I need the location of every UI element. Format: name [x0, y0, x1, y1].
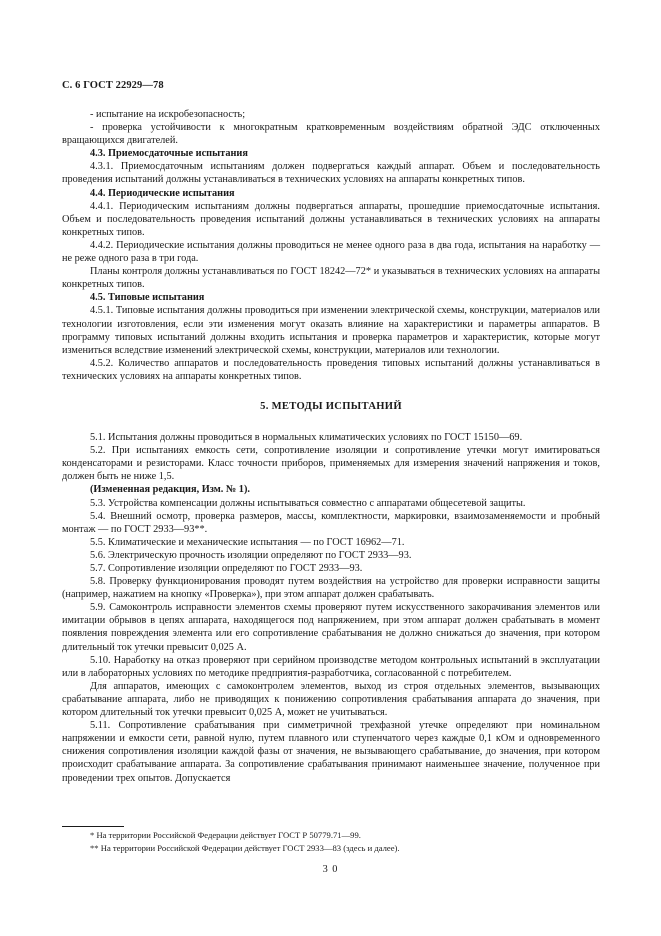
subsection-heading: 4.4. Периодические испытания — [90, 187, 235, 199]
paragraph: 5.8. Проверку функционирования проводят путем воздействия на устройство для проверки исправности защиты (например, нажатием на кнопку «Проверка»), при этом аппарат должен срабатывать. — [62, 576, 600, 601]
paragraph: 5.1. Испытания должны проводиться в нормальных климатических условиях по ГОСТ 15150—69. — [90, 432, 523, 444]
subsection-heading: 4.5. Типовые испытания — [90, 292, 205, 304]
section-title: 5. МЕТОДЫ ИСПЫТАНИЙ — [260, 400, 402, 412]
paragraph: 4.5.1. Типовые испытания должны проводиться при изменении электрической схемы, конструкции, материалов или технологии изготовления, если эти изменения могут оказать влияние на характеристики и параметры аппаратов. В программу типовых испытаний должны входить испытания и проверка параметров и характеристик, которые могут измениться вследствие изменений электрической схемы, конструкции, материалов или технологии. — [62, 305, 600, 356]
footnote: * На территории Российской Федерации действует ГОСТ Р 50779.71—99. — [90, 830, 361, 840]
running-head: С. 6 ГОСТ 22929—78 — [62, 80, 164, 91]
footnote: ** На территории Российской Федерации действует ГОСТ 2933—83 (здесь и далее). — [90, 843, 400, 853]
paragraph: 5.3. Устройства компенсации должны испытываться совместно с аппаратами общесетевой защиты. — [90, 497, 526, 509]
paragraph: 5.7. Сопротивление изоляции определяют по ГОСТ 2933—93. — [90, 563, 363, 574]
footnotes — [62, 829, 600, 855]
paragraph: 5.6. Электрическую прочность изоляции определяют по ГОСТ 2933—93. — [90, 549, 412, 561]
subsection-heading: 4.3. Приемосдаточные испытания — [90, 148, 248, 160]
paragraph: Планы контроля должны устанавливаться по ГОСТ 18242—72* и указываться в технических условиях на аппараты конкретных типов. — [62, 266, 600, 291]
paragraph: Для аппаратов, имеющих с самоконтролем элементов, выход из строя отдельных элементов, вызывающих срабатывание аппарата, либо не приводящих к понижению сопротивления срабатывания аппарата до значения, при котором длительный ток утечки превысит 0,025 А, может не учитываться. — [62, 680, 600, 719]
paragraph: 4.4.1. Периодическим испытаниям должны подвергаться аппараты, прошедшие приемосдаточные испытания. Объем и последовательность проведения испытаний должны устанавливаться в технических условиях на аппараты конкретных типов. — [62, 200, 600, 238]
paragraph: 5.2. При испытаниях емкость сети, сопротивление изоляции и сопротивление утечки могут имитироваться конденсаторами и резисторами. Класс точности приборов, применяемых для измерения значений напряжения и токов, должен быть не ниже 1,5. — [62, 445, 600, 483]
paragraph: 4.5.2. Количество аппаратов и последовательность проведения типовых испытаний должны устанавливаться в технических условиях на аппараты конкретных типов. — [62, 357, 600, 382]
paragraph: 5.4. Внешний осмотр, проверка размеров, массы, комплектности, маркировки, взаимозаменяемости и пробный монтаж — по ГОСТ 2933—93**. — [62, 510, 600, 535]
paragraph: 5.11. Сопротивление срабатывания при симметричной трехфазной утечке определяют при номинальном напряжении и емкости сети, равной нулю, путем плавного или ступенчатого через каждые 0,1 кОм и одновременного снижения сопротивления изоляции каждой фазы от значения, не вызывающего срабатывание, до значения, при котором происходит срабатывание аппарата. За сопротивление срабатывания принимают наименьшее значение, полученное при проведении трех опытов. Допускается — [62, 720, 600, 784]
paragraph: 4.4.2. Периодические испытания должны проводиться не менее одного раза в два года, испытания на наработку — не реже одного раза в три года. — [62, 239, 600, 265]
paragraph: 5.10. Наработку на отказ проверяют при серийном производстве методом контрольных испытаний в эксплуатации или в лабораторных условиях по методике предприятия-разработчика, согласованной с потребителем. — [62, 654, 600, 679]
page-number: 3 0 — [322, 864, 339, 875]
subsection-heading: (Измененная редакция, Изм. № 1). — [90, 484, 250, 496]
footnote-divider — [62, 826, 124, 827]
paragraph: - испытание на искробезопасность; — [90, 109, 246, 120]
paragraph: 5.9. Самоконтроль исправности элементов схемы проверяют путем искусственного закорачивания элементов или имитации обрывов в цепях аппарата, находящегося под напряжением, при этом аппарат должен срабатывать в момент появления повреждения элемента или его сопротивление срабатывания не должно снижаться до значения, при котором длительный ток утечки превысит 0,025 А. — [62, 602, 600, 653]
paragraph: 4.3.1. Приемосдаточным испытаниям должен подвергаться каждый аппарат. Объем и последовательность проведения испытаний должны устанавливаться в технических условиях на аппараты конкретных типов. — [62, 161, 600, 186]
document-body — [62, 108, 600, 785]
paragraph: 5.5. Климатические и механические испытания — по ГОСТ 16962—71. — [90, 536, 405, 548]
paragraph: - проверка устойчивости к многократным кратковременным воздействиям обратной ЭДС отключенных вращающихся двигателей. — [62, 122, 600, 147]
